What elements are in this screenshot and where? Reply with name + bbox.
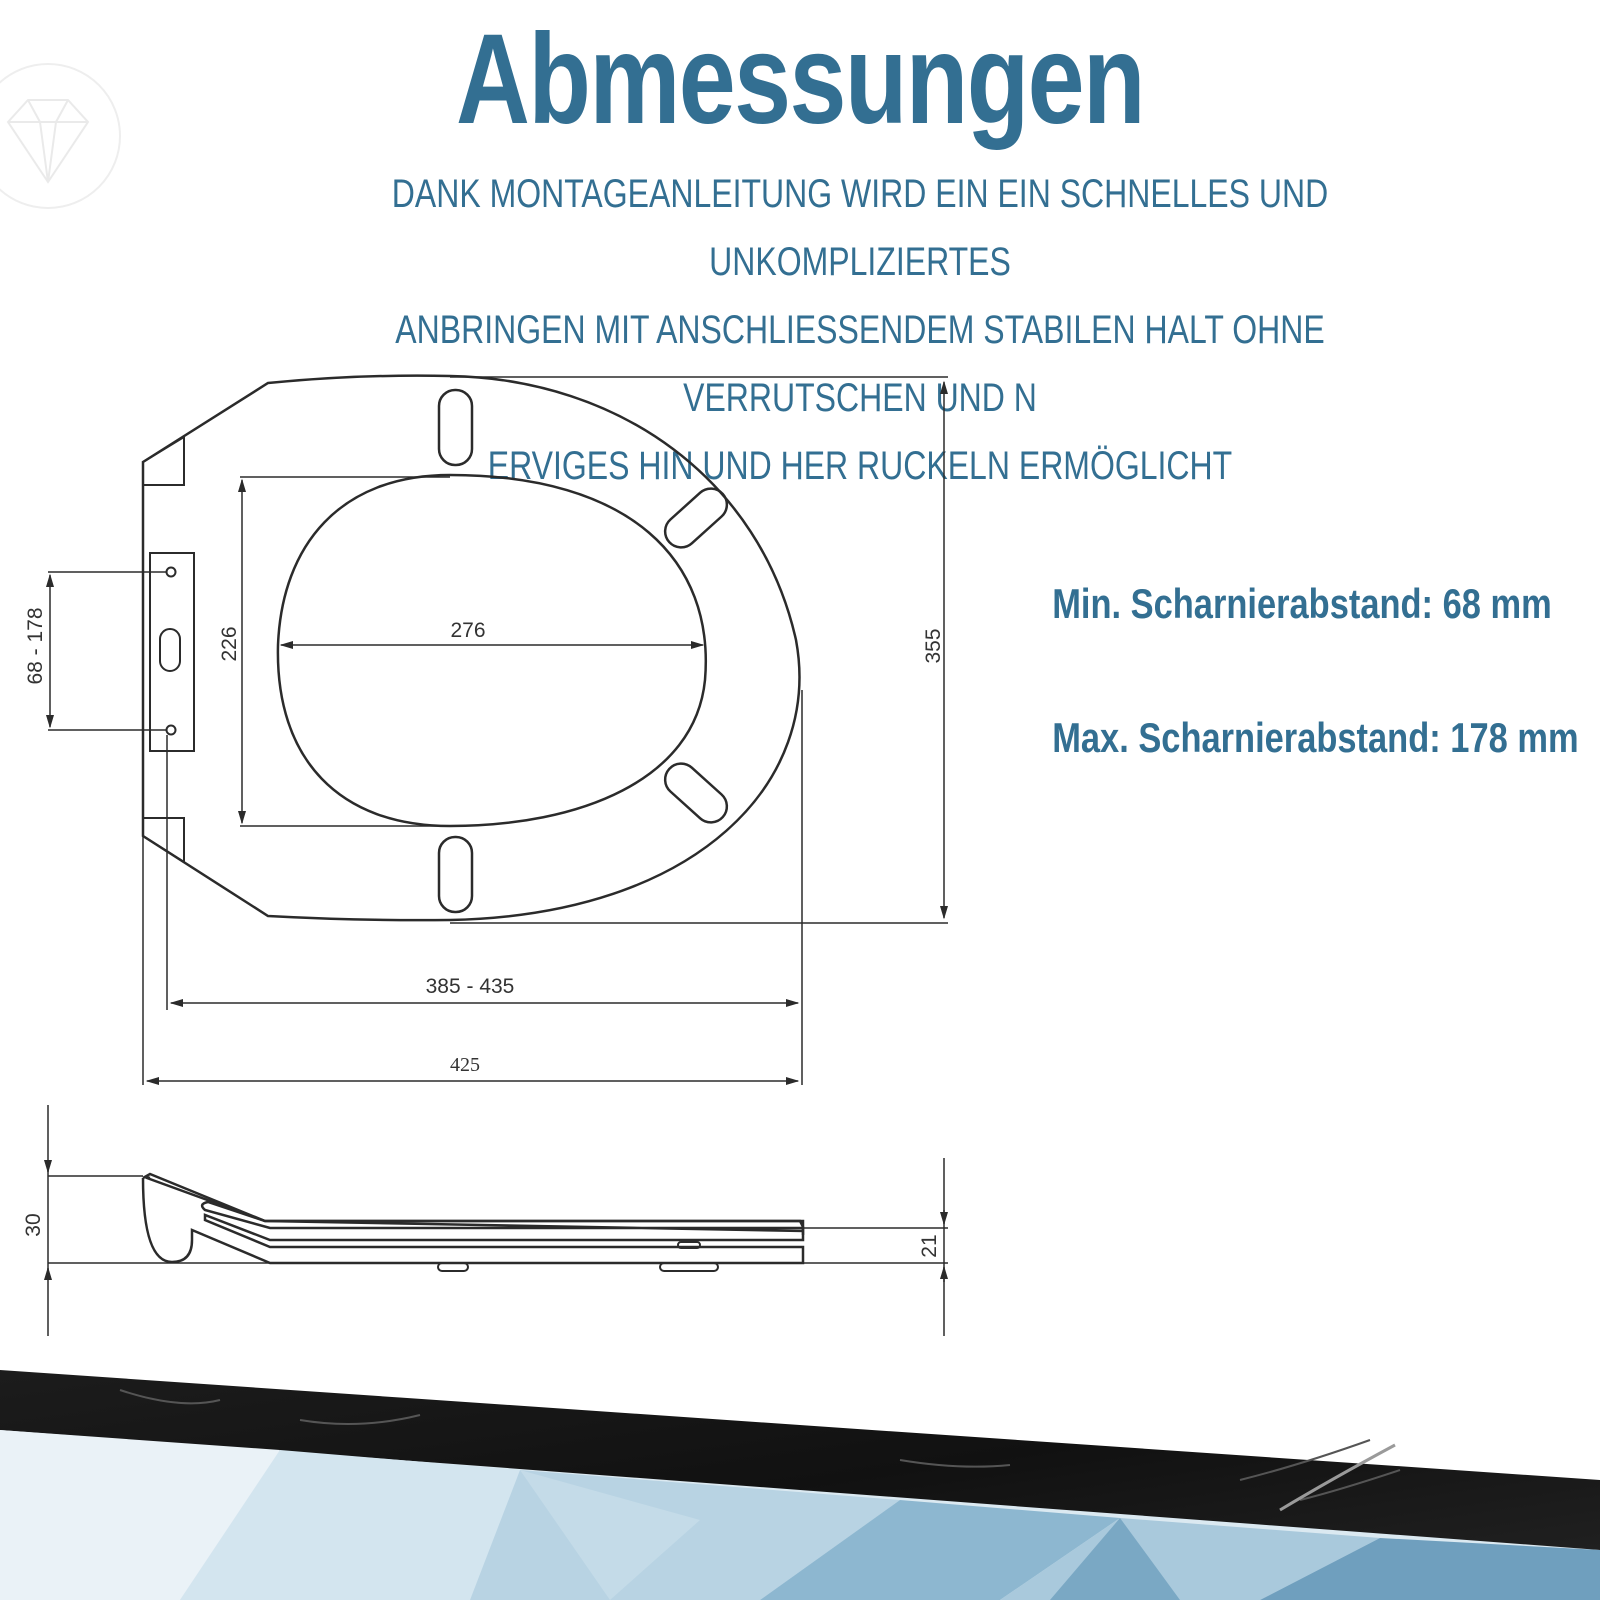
min-hinge-distance: Min. Scharnierabstand: 68 mm [1052, 580, 1552, 627]
hinge-slot [160, 629, 180, 671]
hinge-hole-top [167, 568, 176, 577]
inner-opening [278, 475, 706, 826]
side-bumper-mid [678, 1242, 700, 1248]
subtitle-line-1: DANK MONTAGEANLEITUNG WIRD EIN EIN SCHNELLES UND UNKOMPLIZIERTES [391, 172, 1329, 284]
hinge-plate [150, 553, 194, 751]
subtitle-line-3: ERVIGES HIN UND HER RUCKELN ERMÖGLICHT [487, 444, 1233, 488]
bumper-lower-right [659, 757, 734, 829]
bumper-top [439, 390, 472, 465]
dim-thickness-lid: 21 [918, 1234, 941, 1258]
dim-inner-width: 276 [450, 619, 486, 642]
dim-thickness-total: 30 [22, 1213, 45, 1237]
subtitle-line-2: ANBRINGEN MIT ANSCHLIESSENDEM STABILEN HALT OHNE VERRUTSCHEN UND N [395, 308, 1325, 420]
max-hinge-distance: Max. Scharnierabstand: 178 mm [1052, 714, 1579, 761]
dim-inner-height: 226 [218, 626, 241, 662]
dim-total-width: 355 [922, 628, 945, 664]
bumper-bottom [439, 837, 472, 912]
hinge-corner-bottom [143, 818, 184, 862]
dim-hinge-to-front: 385 - 435 [425, 975, 515, 998]
decorative-footer [0, 1370, 1600, 1600]
dim-total-length: 425 [450, 1054, 480, 1076]
page-title: Abmessungen [456, 8, 1144, 151]
dim-hinge-spacing: 68 - 178 [24, 607, 47, 685]
bumper-upper-right [659, 482, 734, 554]
hinge-hole-bottom [167, 726, 176, 735]
side-profile-top [146, 1177, 803, 1235]
hinge-corner-top [143, 437, 184, 485]
